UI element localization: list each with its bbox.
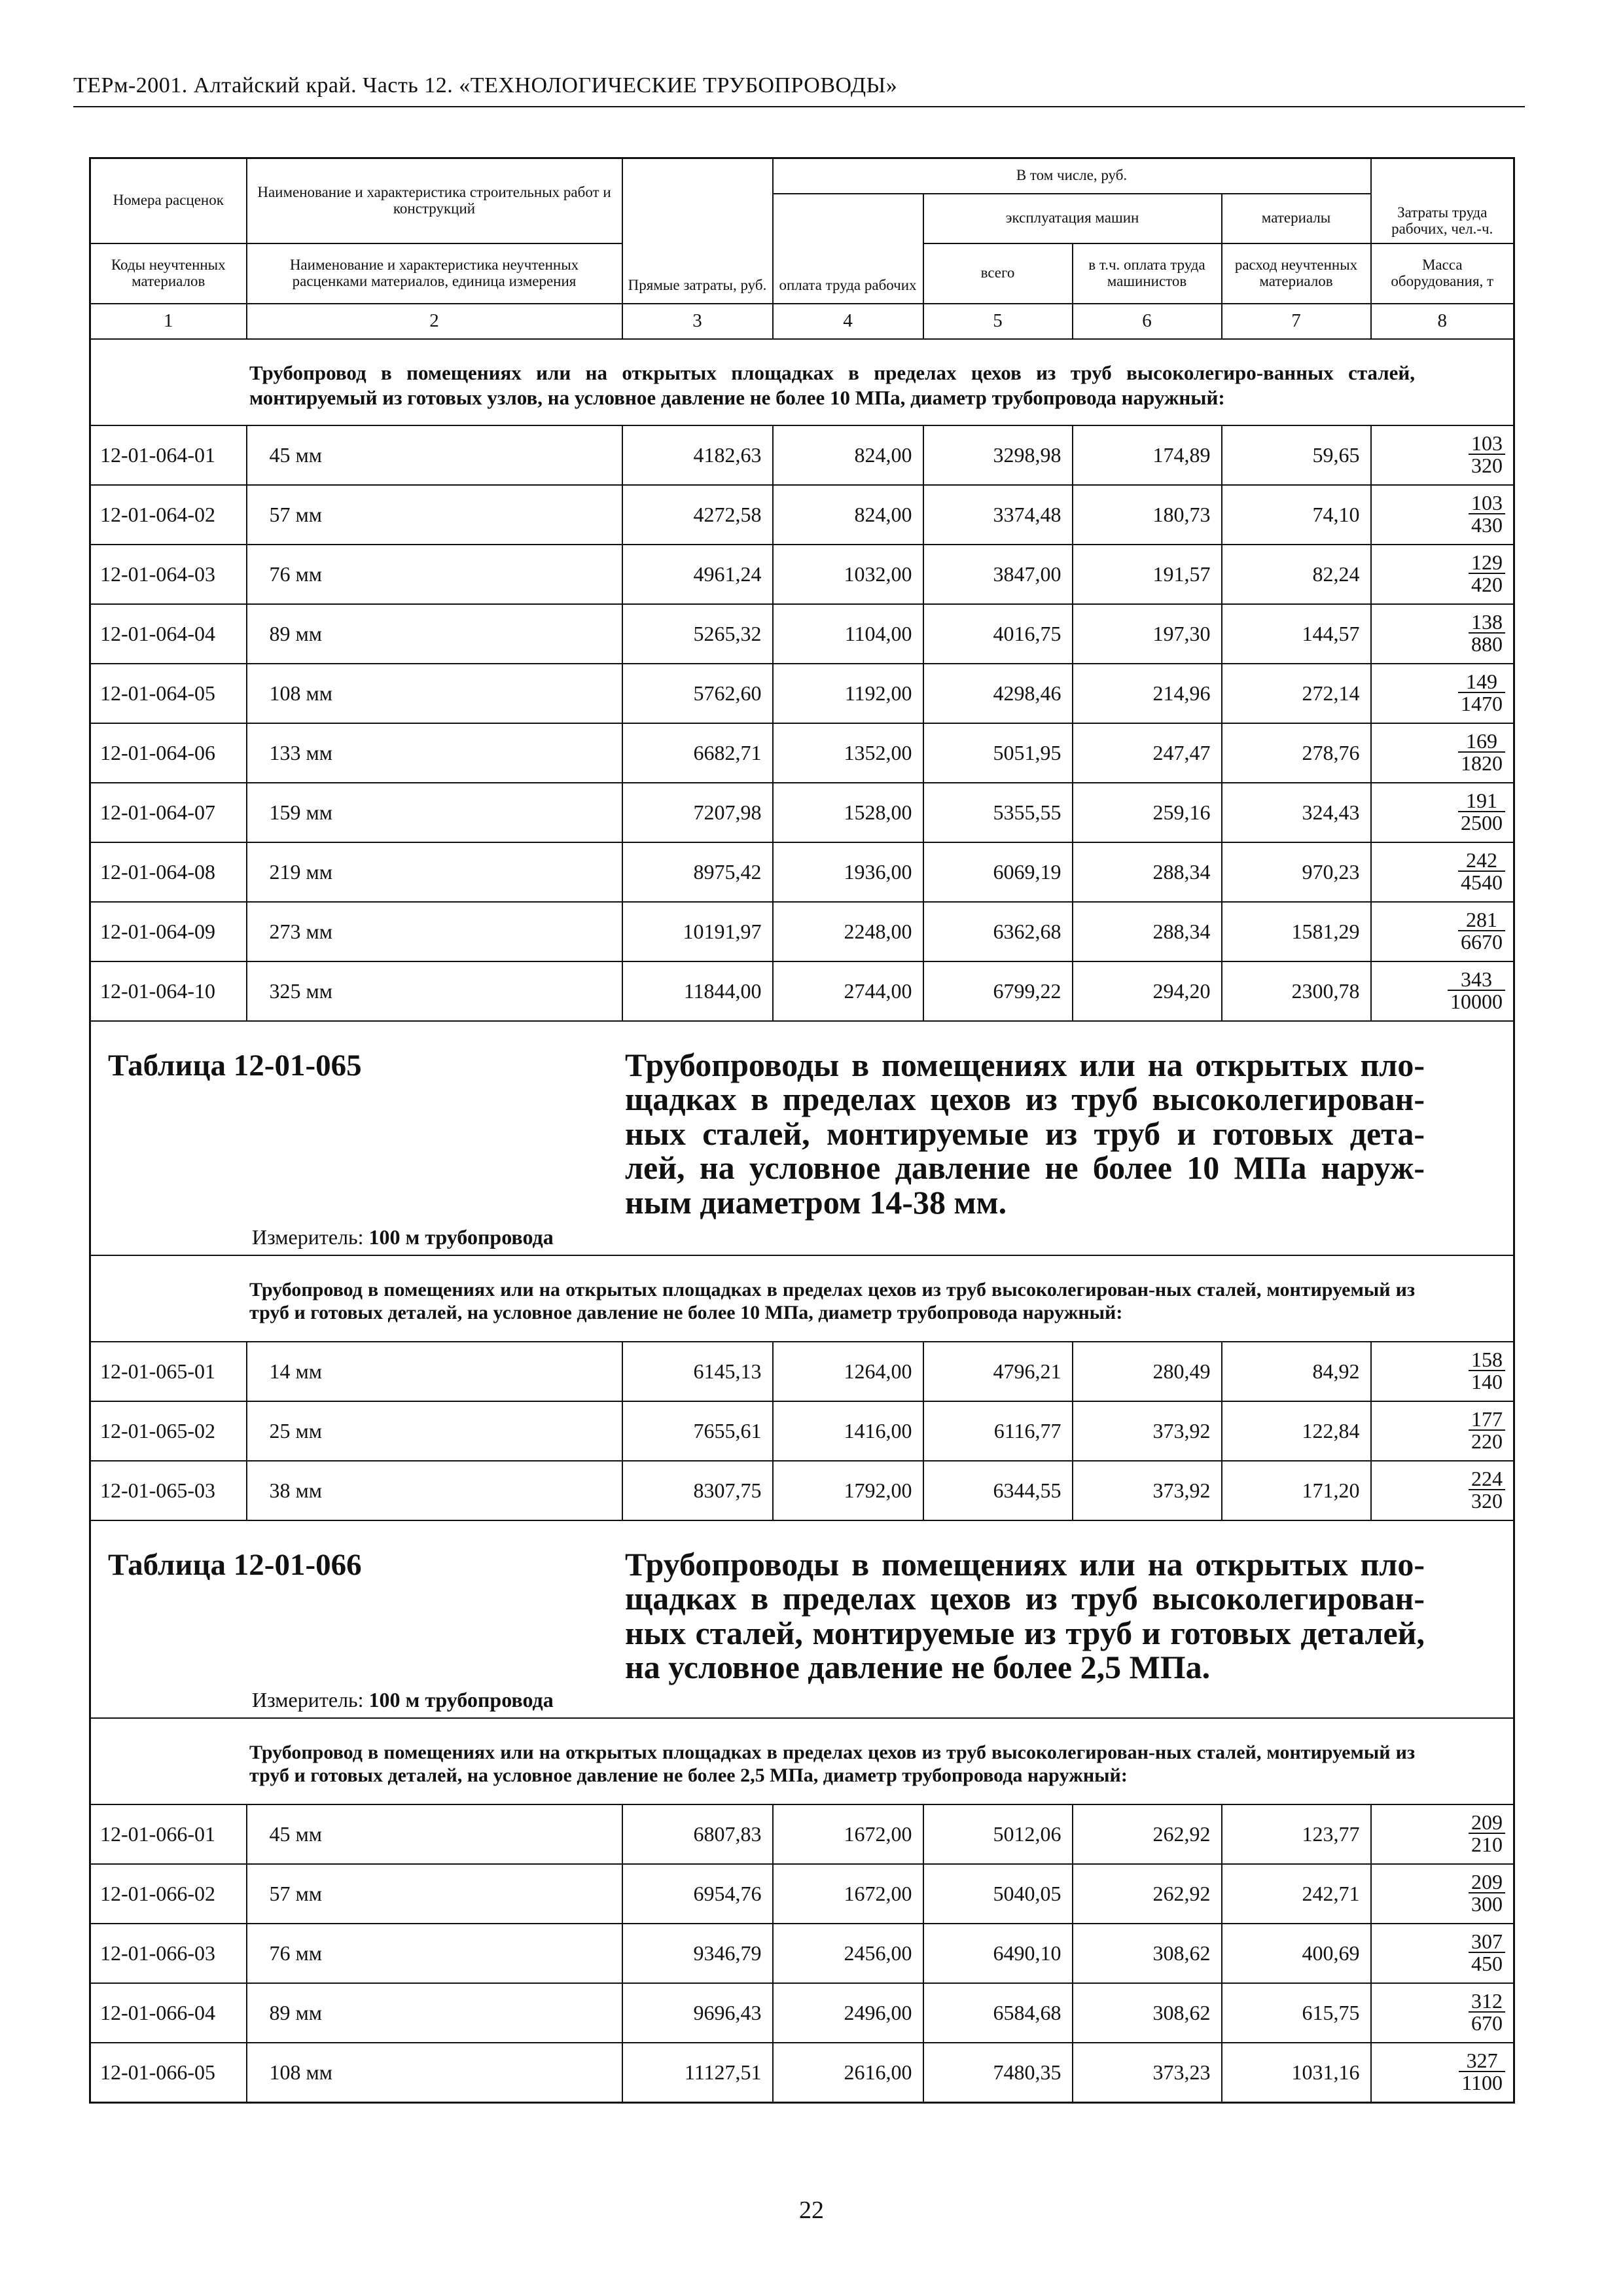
direct-cost: 5265,32 [622, 604, 773, 664]
labor-mass-cell [1371, 783, 1514, 842]
machine-cost: 6344,55 [923, 1461, 1073, 1520]
section-064-heading: Трубопровод в помещениях или на открытых площадках в пределах цехов из труб высоколегиро-ванных сталей, монтируемый из готовых узлов, на условное давление не более 10 МПа, диаметр трубопровода наружный: [249, 361, 1416, 409]
materials-cost: 1031,16 [1222, 2043, 1371, 2103]
pipe-diameter: 57 мм [247, 485, 622, 545]
page-header: ТЕРм-2001. Алтайский край. Часть 12. «ТЕХНОЛОГИЧЕСКИЕ ТРУБОПРОВОДЫ» [73, 73, 898, 98]
table-row [90, 1983, 1514, 2043]
materials-cost: 324,43 [1222, 783, 1371, 842]
materials-cost: 272,14 [1222, 664, 1371, 723]
pipe-diameter: 76 мм [247, 1924, 622, 1983]
equipment-mass: 6670 [1461, 929, 1503, 954]
direct-cost: 8307,75 [622, 1461, 773, 1520]
rate-code: 12-01-064-07 [90, 783, 247, 842]
header-col5: всего [923, 243, 1073, 304]
machinist-labor-cost: 262,92 [1073, 1864, 1222, 1924]
column-number: 5 [923, 304, 1073, 339]
rate-code: 12-01-064-05 [90, 664, 247, 723]
labor-mass-cell [1371, 1461, 1514, 1520]
pipe-diameter: 45 мм [247, 1804, 622, 1864]
labor-mass-cell [1371, 425, 1514, 485]
rate-code: 12-01-064-08 [90, 842, 247, 902]
column-number: 1 [90, 304, 247, 339]
rate-code: 12-01-066-01 [90, 1804, 247, 1864]
pipe-diameter: 325 мм [247, 961, 622, 1021]
equipment-mass: 320 [1471, 1488, 1503, 1513]
direct-cost: 11844,00 [622, 961, 773, 1021]
materials-cost: 123,77 [1222, 1804, 1371, 1864]
price-table [89, 157, 1515, 2104]
header-materials: материалы [1222, 194, 1371, 243]
labor-hours: 242 [1458, 850, 1505, 872]
pipe-diameter: 57 мм [247, 1864, 622, 1924]
labor-mass-cell [1371, 1983, 1514, 2043]
labor-cost: 1264,00 [773, 1342, 923, 1401]
labor-mass-cell [1371, 902, 1514, 961]
labor-mass-cell [1371, 842, 1514, 902]
labor-cost: 1672,00 [773, 1864, 923, 1924]
labor-mass-cell [1371, 961, 1514, 1021]
rate-code: 12-01-064-02 [90, 485, 247, 545]
machinist-labor-cost: 373,23 [1073, 2043, 1222, 2103]
direct-cost: 4272,58 [622, 485, 773, 545]
machinist-labor-cost: 180,73 [1073, 485, 1222, 545]
labor-mass-fraction [1469, 492, 1505, 535]
machine-cost: 3847,00 [923, 545, 1073, 604]
materials-cost: 2300,78 [1222, 961, 1371, 1021]
direct-cost: 4182,63 [622, 425, 773, 485]
labor-hours: 169 [1458, 730, 1505, 753]
table-header [90, 158, 1514, 339]
table-row [90, 783, 1514, 842]
direct-cost: 6682,71 [622, 723, 773, 783]
machine-cost: 4796,21 [923, 1342, 1073, 1401]
machine-cost: 3298,98 [923, 425, 1073, 485]
direct-cost: 7655,61 [622, 1401, 773, 1461]
table-065-title-cell [90, 1021, 1514, 1255]
direct-cost: 10191,97 [622, 902, 773, 961]
labor-mass-cell [1371, 545, 1514, 604]
unit-value: 100 м трубопровода [368, 1687, 554, 1712]
header-machines: эксплуатация машин [923, 194, 1222, 243]
labor-mass-fraction [1469, 1349, 1505, 1392]
pipe-diameter: 89 мм [247, 1983, 622, 2043]
rate-code: 12-01-064-03 [90, 545, 247, 604]
labor-mass-fraction [1469, 1468, 1505, 1511]
machine-cost: 5012,06 [923, 1804, 1073, 1864]
pipe-diameter: 159 мм [247, 783, 622, 842]
machinist-labor-cost: 308,62 [1073, 1983, 1222, 2043]
table-row [90, 1864, 1514, 1924]
materials-cost: 1581,29 [1222, 902, 1371, 961]
labor-mass-fraction [1459, 2050, 1505, 2093]
pipe-diameter: 38 мм [247, 1461, 622, 1520]
column-number-row [90, 304, 1514, 339]
header-col3: Прямые затраты, руб. [622, 158, 773, 304]
labor-mass-fraction [1458, 909, 1505, 952]
column-number: 8 [1371, 304, 1514, 339]
labor-mass-cell [1371, 1342, 1514, 1401]
equipment-mass: 4540 [1461, 870, 1503, 894]
table-row [90, 723, 1514, 783]
table-066-title-cell [90, 1520, 1514, 1718]
machinist-labor-cost: 288,34 [1073, 902, 1222, 961]
materials-cost: 400,69 [1222, 1924, 1371, 1983]
machine-cost: 6799,22 [923, 961, 1073, 1021]
labor-hours: 224 [1469, 1468, 1505, 1490]
labor-mass-cell [1371, 1804, 1514, 1864]
labor-hours: 103 [1469, 433, 1505, 455]
column-number: 4 [773, 304, 923, 339]
table-row [90, 1461, 1514, 1520]
header-col1-bottom: Коды неучтенных материалов [90, 243, 247, 304]
machinist-labor-cost: 259,16 [1073, 783, 1222, 842]
column-number: 6 [1073, 304, 1222, 339]
table-row [90, 545, 1514, 604]
labor-mass-cell [1371, 1401, 1514, 1461]
labor-cost: 1032,00 [773, 545, 923, 604]
machinist-labor-cost: 262,92 [1073, 1804, 1222, 1864]
machinist-labor-cost: 308,62 [1073, 1924, 1222, 1983]
direct-cost: 9696,43 [622, 1983, 773, 2043]
labor-mass-fraction [1469, 1990, 1505, 2034]
machinist-labor-cost: 294,20 [1073, 961, 1222, 1021]
pipe-diameter: 89 мм [247, 604, 622, 664]
table-065-unit [252, 1225, 554, 1249]
table-065-label: Таблица 12-01-065 [108, 1048, 362, 1083]
machinist-labor-cost: 191,57 [1073, 545, 1222, 604]
rate-code: 12-01-064-06 [90, 723, 247, 783]
labor-hours: 158 [1469, 1349, 1505, 1371]
table-066-section-heading: Трубопровод в помещениях или на открытых площадках в пределах цехов из труб высоколегирован-ных сталей, монтируемый из труб и готовых деталей, на условное давление не более 2,5 МПа, диаметр трубопровода наружный: [249, 1742, 1416, 1786]
direct-cost: 6954,76 [622, 1864, 773, 1924]
table-065-title-body [90, 1021, 1514, 1255]
equipment-mass: 1820 [1461, 751, 1503, 775]
table-row [90, 902, 1514, 961]
direct-cost: 7207,98 [622, 783, 773, 842]
machinist-labor-cost: 373,92 [1073, 1461, 1222, 1520]
table-065-title: Трубопроводы в помещениях или на открытых пло-щадках в пределах цехов из труб высоколегирован-ных сталей, монтируемые из труб и готовых дета-лей, на условное давление не более 10 МПа наруж-ным диаметром 14-38 мм. [625, 1046, 1425, 1221]
table-065-heading-row [90, 1255, 1514, 1342]
pipe-diameter: 25 мм [247, 1401, 622, 1461]
header-col2-bottom: Наименование и характеристика неучтенных расценками материалов, единица измерения [247, 243, 622, 304]
table-066-label: Таблица 12-01-066 [108, 1547, 362, 1582]
equipment-mass: 2500 [1461, 810, 1503, 834]
equipment-mass: 1470 [1461, 691, 1503, 715]
materials-cost: 59,65 [1222, 425, 1371, 485]
rate-code: 12-01-064-09 [90, 902, 247, 961]
table-row [90, 1804, 1514, 1864]
materials-cost: 615,75 [1222, 1983, 1371, 2043]
machine-cost: 5040,05 [923, 1864, 1073, 1924]
equipment-mass: 300 [1471, 1892, 1503, 1916]
column-number: 7 [1222, 304, 1371, 339]
labor-cost: 2616,00 [773, 2043, 923, 2103]
labor-hours: 209 [1469, 1871, 1505, 1893]
machinist-labor-cost: 247,47 [1073, 723, 1222, 783]
labor-mass-fraction [1469, 1931, 1505, 1974]
machine-cost: 4016,75 [923, 604, 1073, 664]
section-064-heading-row [90, 339, 1514, 425]
labor-mass-fraction [1458, 850, 1505, 893]
labor-mass-fraction [1469, 1408, 1505, 1452]
pipe-diameter: 76 мм [247, 545, 622, 604]
materials-cost: 970,23 [1222, 842, 1371, 902]
unit-value: 100 м трубопровода [368, 1225, 554, 1249]
header-col8-bottom: Масса оборудования, т [1371, 243, 1514, 304]
table-066-body [90, 1718, 1514, 2103]
machinist-labor-cost: 174,89 [1073, 425, 1222, 485]
table-row [90, 961, 1514, 1021]
direct-cost: 6807,83 [622, 1804, 773, 1864]
rate-code: 12-01-066-05 [90, 2043, 247, 2103]
labor-hours: 281 [1458, 909, 1505, 931]
table-row [90, 425, 1514, 485]
materials-cost: 278,76 [1222, 723, 1371, 783]
labor-mass-fraction [1469, 1812, 1505, 1855]
machine-cost: 6069,19 [923, 842, 1073, 902]
materials-cost: 84,92 [1222, 1342, 1371, 1401]
labor-mass-cell [1371, 1924, 1514, 1983]
labor-cost: 1352,00 [773, 723, 923, 783]
machinist-labor-cost: 280,49 [1073, 1342, 1222, 1401]
equipment-mass: 140 [1471, 1369, 1503, 1393]
labor-mass-fraction [1458, 730, 1505, 774]
labor-cost: 2456,00 [773, 1924, 923, 1983]
labor-mass-fraction [1448, 969, 1505, 1012]
rate-code: 12-01-064-01 [90, 425, 247, 485]
table-row [90, 2043, 1514, 2103]
page-number: 22 [799, 2197, 824, 2224]
labor-mass-fraction [1469, 552, 1505, 595]
section-heading-cell [90, 1255, 1514, 1342]
machinist-labor-cost: 288,34 [1073, 842, 1222, 902]
table-065-body [90, 1255, 1514, 1520]
labor-cost: 1792,00 [773, 1461, 923, 1520]
rate-code: 12-01-066-04 [90, 1983, 247, 2043]
labor-mass-cell [1371, 664, 1514, 723]
direct-cost: 8975,42 [622, 842, 773, 902]
column-number: 3 [622, 304, 773, 339]
table-066-unit [252, 1688, 554, 1712]
labor-hours: 129 [1469, 552, 1505, 574]
equipment-mass: 880 [1471, 632, 1503, 656]
equipment-mass: 220 [1471, 1429, 1503, 1453]
equipment-mass: 420 [1471, 572, 1503, 596]
labor-hours: 103 [1469, 492, 1505, 514]
labor-cost: 1528,00 [773, 783, 923, 842]
machine-cost: 3374,48 [923, 485, 1073, 545]
table-065-section-heading: Трубопровод в помещениях или на открытых площадках в пределах цехов из труб высоколегирован-ных сталей, монтируемый из труб и готовых деталей, на условное давление не более 10 МПа, диаметр трубопровода наружный: [249, 1279, 1416, 1323]
table-row [90, 485, 1514, 545]
pipe-diameter: 14 мм [247, 1342, 622, 1401]
header-col2-top: Наименование и характеристика строительных работ и конструкций [247, 158, 622, 243]
labor-cost: 2248,00 [773, 902, 923, 961]
table-066-title: Трубопроводы в помещениях или на открытых пло-щадках в пределах цехов из труб высоколегирован-ных сталей, монтируемые из труб и готовых деталей, на условное давление не более 2,5 МПа. [625, 1545, 1425, 1685]
table-row [90, 842, 1514, 902]
section-064-body [90, 339, 1514, 1021]
direct-cost: 5762,60 [622, 664, 773, 723]
labor-hours: 191 [1458, 790, 1505, 812]
machine-cost: 5355,55 [923, 783, 1073, 842]
direct-cost: 4961,24 [622, 545, 773, 604]
machine-cost: 6362,68 [923, 902, 1073, 961]
rate-code: 12-01-064-10 [90, 961, 247, 1021]
table-row [90, 1924, 1514, 1983]
labor-cost: 1672,00 [773, 1804, 923, 1864]
machinist-labor-cost: 214,96 [1073, 664, 1222, 723]
materials-cost: 122,84 [1222, 1401, 1371, 1461]
header-col6: в т.ч. оплата труда машинистов [1073, 243, 1222, 304]
machinist-labor-cost: 373,92 [1073, 1401, 1222, 1461]
equipment-mass: 210 [1471, 1832, 1503, 1856]
labor-hours: 209 [1469, 1812, 1505, 1834]
materials-cost: 171,20 [1222, 1461, 1371, 1520]
materials-cost: 144,57 [1222, 604, 1371, 664]
labor-mass-cell [1371, 1864, 1514, 1924]
direct-cost: 9346,79 [622, 1924, 773, 1983]
labor-hours: 312 [1469, 1990, 1505, 2013]
labor-mass-fraction [1469, 1871, 1505, 1914]
rate-code: 12-01-064-04 [90, 604, 247, 664]
labor-mass-cell [1371, 604, 1514, 664]
materials-cost: 74,10 [1222, 485, 1371, 545]
labor-mass-fraction [1458, 671, 1505, 714]
rate-code: 12-01-065-02 [90, 1401, 247, 1461]
column-number: 2 [247, 304, 622, 339]
equipment-mass: 670 [1471, 2011, 1503, 2035]
section-heading-cell [90, 1718, 1514, 1804]
labor-hours: 327 [1459, 2050, 1505, 2072]
rate-code: 12-01-065-03 [90, 1461, 247, 1520]
equipment-mass: 1100 [1461, 2070, 1503, 2094]
header-in-that-number: В том числе, руб. [773, 158, 1371, 194]
labor-mass-cell [1371, 723, 1514, 783]
rate-code: 12-01-065-01 [90, 1342, 247, 1401]
machine-cost: 6584,68 [923, 1983, 1073, 2043]
header-col8-top: Затраты труда рабочих, чел.-ч. [1371, 158, 1514, 243]
unit-label: Измеритель: [252, 1687, 364, 1712]
labor-hours: 149 [1458, 671, 1505, 693]
pipe-diameter: 108 мм [247, 664, 622, 723]
labor-mass-fraction [1458, 790, 1505, 833]
machine-cost: 6116,77 [923, 1401, 1073, 1461]
labor-mass-fraction [1469, 611, 1505, 655]
pipe-diameter: 273 мм [247, 902, 622, 961]
labor-mass-cell [1371, 485, 1514, 545]
labor-hours: 177 [1469, 1408, 1505, 1431]
header-col7: расход неучтенных материалов [1222, 243, 1371, 304]
labor-cost: 1104,00 [773, 604, 923, 664]
materials-cost: 242,71 [1222, 1864, 1371, 1924]
machinist-labor-cost: 197,30 [1073, 604, 1222, 664]
rate-code: 12-01-066-02 [90, 1864, 247, 1924]
table-066-title-body [90, 1520, 1514, 1718]
labor-hours: 343 [1448, 969, 1505, 991]
labor-cost: 1416,00 [773, 1401, 923, 1461]
table-row [90, 664, 1514, 723]
table-row [90, 1401, 1514, 1461]
equipment-mass: 450 [1471, 1951, 1503, 1975]
labor-cost: 1192,00 [773, 664, 923, 723]
table-066-heading-row [90, 1718, 1514, 1804]
materials-cost: 82,24 [1222, 545, 1371, 604]
table-row [90, 604, 1514, 664]
header-col1-top: Номера расценок [90, 158, 247, 243]
table-row [90, 1342, 1514, 1401]
direct-cost: 11127,51 [622, 2043, 773, 2103]
equipment-mass: 10000 [1450, 989, 1503, 1013]
labor-hours: 138 [1469, 611, 1505, 634]
direct-cost: 6145,13 [622, 1342, 773, 1401]
machine-cost: 4298,46 [923, 664, 1073, 723]
unit-label: Измеритель: [252, 1225, 364, 1249]
labor-cost: 2744,00 [773, 961, 923, 1021]
labor-mass-cell [1371, 2043, 1514, 2103]
machine-cost: 7480,35 [923, 2043, 1073, 2103]
equipment-mass: 320 [1471, 453, 1503, 477]
labor-mass-fraction [1469, 433, 1505, 476]
pipe-diameter: 219 мм [247, 842, 622, 902]
labor-cost: 824,00 [773, 425, 923, 485]
labor-hours: 307 [1469, 1931, 1505, 1953]
section-heading-cell [90, 339, 1514, 425]
pipe-diameter: 133 мм [247, 723, 622, 783]
equipment-mass: 430 [1471, 512, 1503, 537]
rate-code: 12-01-066-03 [90, 1924, 247, 1983]
header-rule [73, 106, 1525, 107]
machine-cost: 5051,95 [923, 723, 1073, 783]
pipe-diameter: 45 мм [247, 425, 622, 485]
labor-cost: 2496,00 [773, 1983, 923, 2043]
header-col4: оплата труда рабочих [773, 194, 923, 304]
pipe-diameter: 108 мм [247, 2043, 622, 2103]
machine-cost: 6490,10 [923, 1924, 1073, 1983]
labor-cost: 824,00 [773, 485, 923, 545]
labor-cost: 1936,00 [773, 842, 923, 902]
